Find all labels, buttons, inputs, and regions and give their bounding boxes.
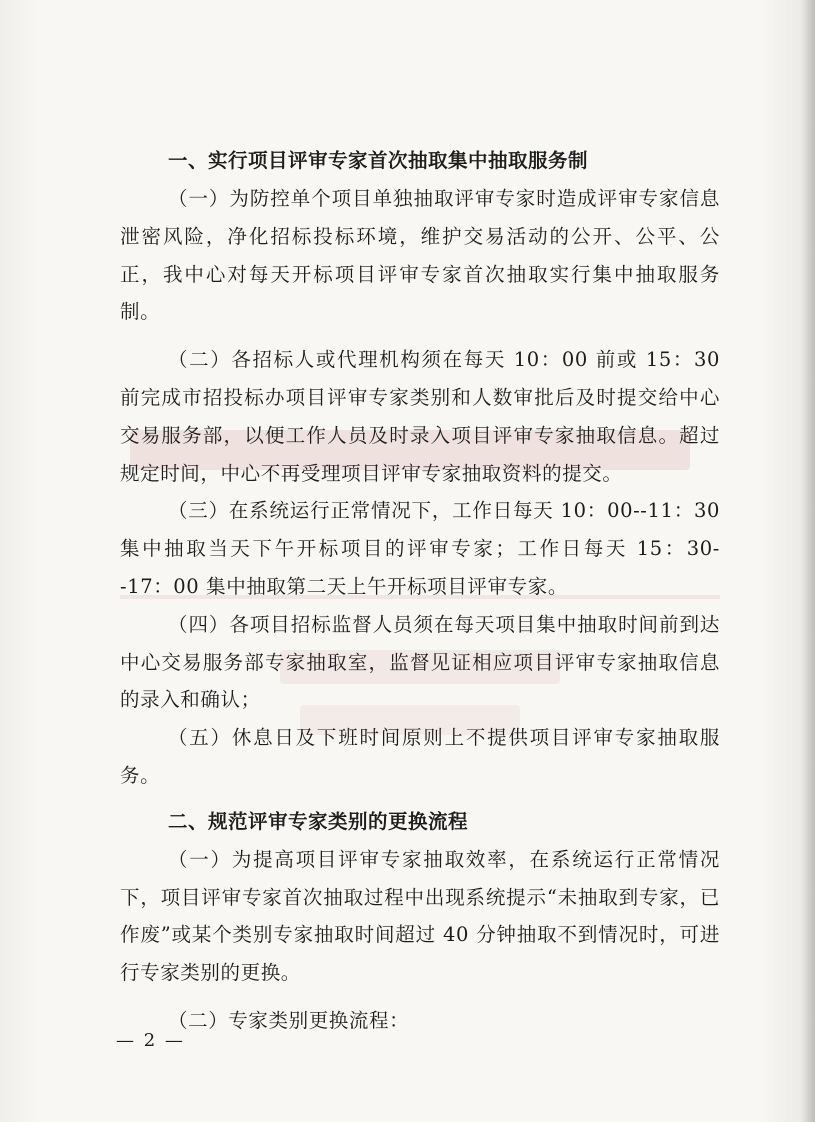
section-heading-1: 一、实行项目评审专家首次抽取集中抽取服务制 [168,149,589,172]
paragraph-2-1: （一）为提高项目评审专家抽取效率，在系统运行正常情况下，项目评审专家首次抽取过程中出现系统提示“未抽取到专家，已作废”或某个类别专家抽取时间超过 40 分钟抽取不到情况时，可进行专家类别的更换。 [120,847,720,985]
page-number: — 2 — [116,1030,185,1051]
paragraph-1-4: （四）各项目招标监督人员须在每天项目集中抽取时间前到达中心交易服务部专家抽取室，监督见证相应项目评审专家抽取信息的录入和确认； [120,612,720,712]
paragraph-1-1: （一）为防控单个项目单独抽取评审专家时造成评审专家信息泄密风险，净化招标投标环境，维护交易活动的公开、公平、公正，我中心对每天开标项目评审专家首次抽取实行集中抽取服务制。 [120,187,720,324]
section-heading-2: 二、规范评审专家类别的更换流程 [168,809,469,833]
paragraph-2-2: （二）专家类别更换流程： [168,1008,410,1032]
paragraph-1-5: （五）休息日及下班时间原则上不提供项目评审专家抽取服务。 [120,726,720,787]
paragraph-1-2: （二）各招标人或代理机构须在每天 10：00 前或 15：30 前完成市招投标办项目评审专家类别和人数审批后及时提交给中心交易服务部，以便工作人员及时录入项目评审专家抽取信息。超过规定时间，中心不再受理项目评审专家抽取资料的提交。 [120,348,720,485]
paragraph-1-3: （三）在系统运行正常情况下，工作日每天 10：00--11：30 集中抽取当天下午开标项目的评审专家；工作日每天 15：30--17：00 集中抽取第二天上午开标项目评审专家。 [120,499,720,598]
document-body [120,142,720,1040]
page-edge-shadow [801,0,815,1122]
